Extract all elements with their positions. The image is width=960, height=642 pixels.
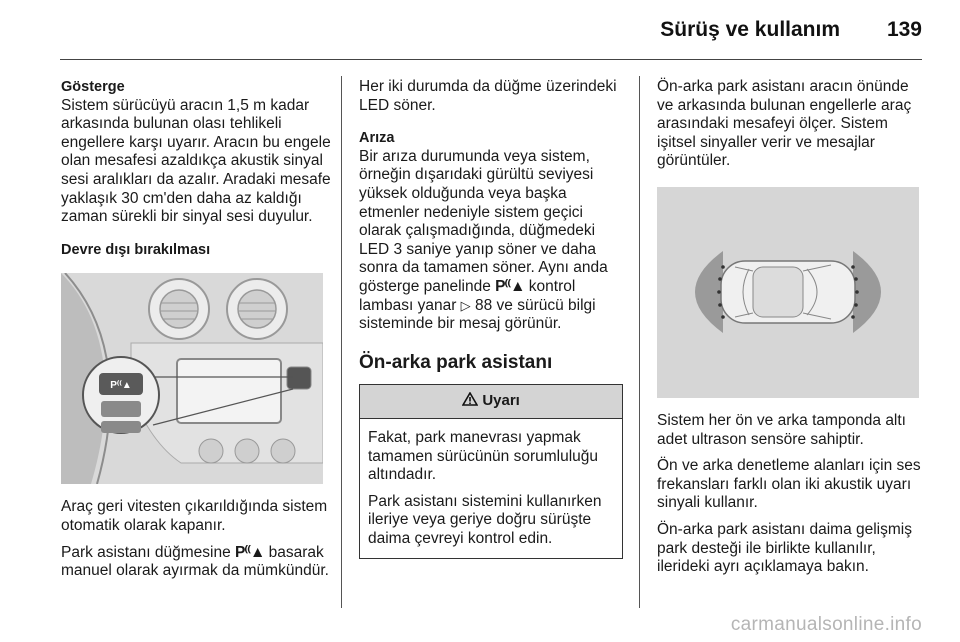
park-assist-indicator-icon: P⁽⁽▲: [495, 277, 525, 295]
warning-box: [359, 384, 623, 559]
watermark: carmanualsonline.info: [730, 614, 922, 635]
warning-paragraph-1: Fakat, park manevrası yapmak tamamen sürücünün sorumluluğu altındadır.: [368, 428, 599, 484]
page-reference-arrow-icon: ▷: [460, 297, 471, 313]
fault-text-b: kontrol lambası yanar: [359, 277, 576, 314]
dashboard-illustration: [61, 273, 323, 484]
signals-paragraph: Ön ve arka denetleme alanları için ses frekansları farklı olan iki akustik uyarı sinyali kullanır.: [657, 457, 921, 512]
column-divider-2: [639, 76, 640, 608]
warning-paragraph-2: Park asistanı sistemini kullanırken ileriye veya geriye doğru sürüşte daima çevreyi kontrol edin.: [368, 492, 602, 547]
fault-text-a: Bir arıza durumunda veya sistem, örneğin dışarıdaki gürültü seviyesi yüksek olduğunda veya başka etmenler nedeniyle sistem geçici olarak çalışmadığında, düğmedeki LED 3 saniye yanıp söner ve daha sonra da tamamen söner. Aynı anda gösterge panelinde: [359, 147, 608, 295]
section-title: Ön-arka park asistanı: [359, 351, 553, 373]
header-rule: [60, 59, 922, 60]
advanced-paragraph: Ön-arka park asistanı daima gelişmiş park desteği ile birlikte kullanılır, ilerideki ayrı açıklamaya bakın.: [657, 520, 912, 576]
car-sensor-diagram: [657, 187, 919, 398]
park-assist-symbol-icon: P⁽⁽▲: [235, 543, 265, 561]
warning-triangle-icon: [462, 392, 482, 409]
column-1: [61, 78, 333, 581]
heading-fault: Arıza: [359, 130, 395, 147]
warning-body: [360, 419, 622, 559]
manual-off-text-a: Park asistanı düğmesine: [61, 543, 231, 561]
svg-text:P⁽⁽▲: P⁽⁽▲: [110, 380, 132, 392]
column-2: [359, 78, 627, 559]
column-3: [657, 78, 925, 585]
page-number: 139: [886, 18, 922, 41]
manual-off-text-b: basarak manuel olarak ayırmak da mümkündür.: [61, 543, 329, 580]
sensors-paragraph: Sistem her ön ve arka tamponda altı adet ultrason sensöre sahiptir.: [657, 411, 906, 448]
heading-indicator: Gösterge: [61, 79, 125, 95]
warning-title: Uyarı: [482, 392, 520, 410]
page-header-title: Sürüş ve kullanım: [660, 18, 840, 41]
auto-off-paragraph: Araç geri vitesten çıkarıldığında sistem otomatik olarak kapanır.: [61, 498, 328, 534]
manual-off-paragraph: [61, 544, 333, 581]
intro-paragraph: Ön-arka park asistanı aracın önünde ve arkasında bulunan engellerle araç arasındaki mesafeyi ölçer. Sistem işitsel sinyaller verir ve mesajlar görüntüler.: [657, 78, 912, 170]
fault-page-reference[interactable]: 88: [474, 296, 493, 314]
warning-header: [360, 385, 622, 419]
heading-deactivation: Devre dışı bırakılması: [61, 241, 211, 258]
indicator-paragraph: Sistem sürücüyü aracın 1,5 m kadar arkasında bulunan olası tehlikeli engellere karşı uyarır. Aracın bu engele olan mesafesi azaldıkça akustik sinyal sesi aralıkları da azalır. Aradaki mesafe yaklaşık 30 cm'den daha az kaldığı zaman sürekli bir sinyal sesi duyulur.: [61, 96, 331, 226]
fault-paragraph: [359, 148, 627, 334]
sensor-figure: [657, 187, 919, 398]
dashboard-figure: [61, 273, 323, 484]
column-divider-1: [341, 76, 342, 608]
fault-text-c: ve sürücü bilgi sisteminde bir mesaj görünür.: [359, 296, 596, 333]
led-paragraph: Her iki durumda da düğme üzerindeki LED söner.: [359, 78, 617, 114]
